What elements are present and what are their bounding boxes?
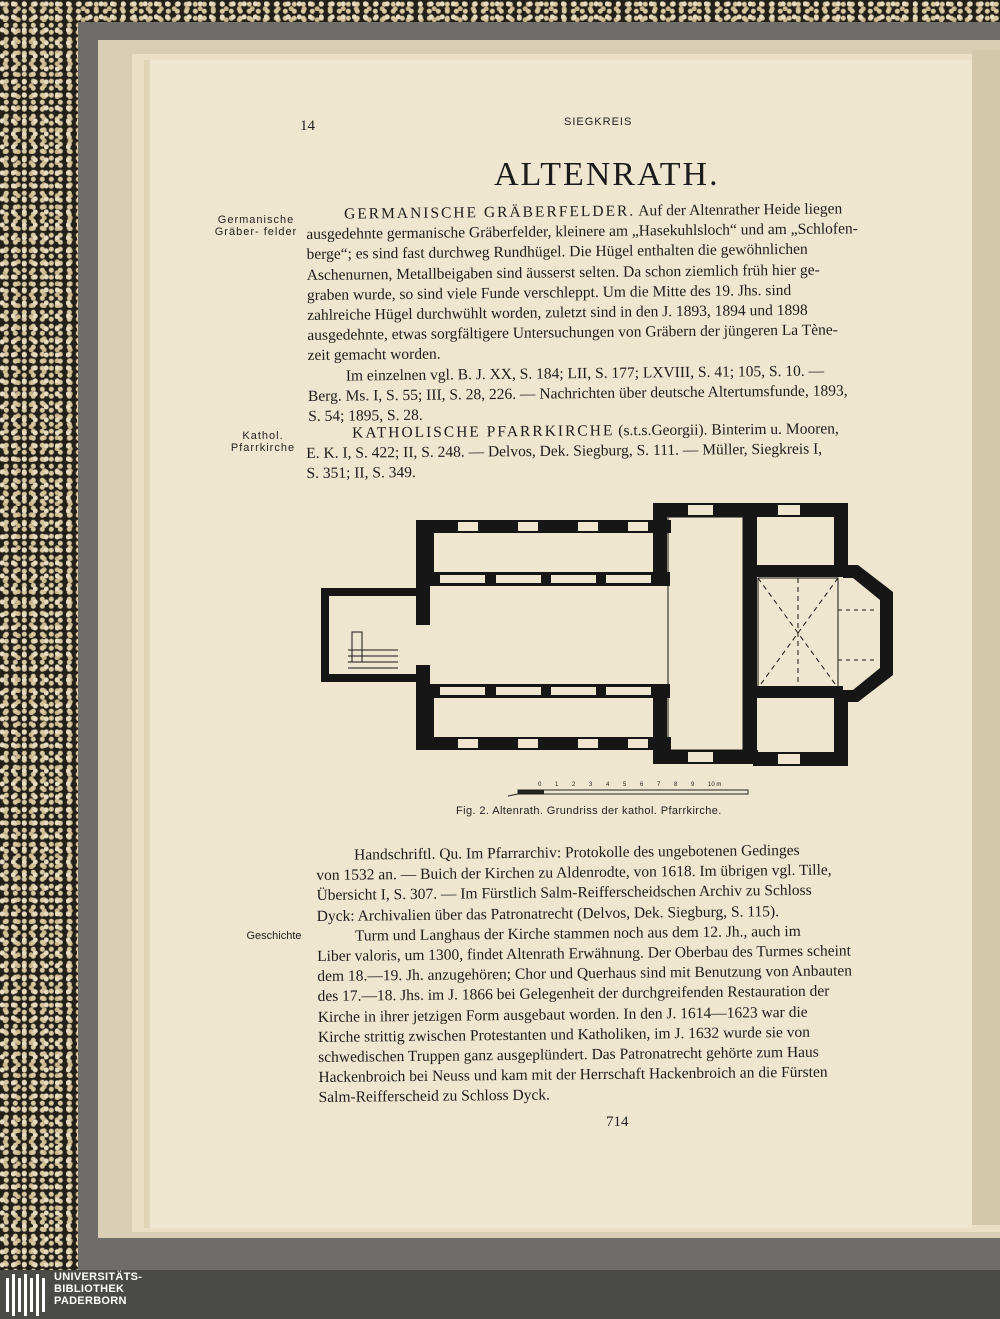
text-line: (s.t.s.Georgii). Binterim u. Mooren, <box>614 420 839 440</box>
text-line: des 17.—18. Jhs. im J. 1866 bei Gelegenheit der durchgreifenden Restauration der <box>317 983 830 1006</box>
margin-note-geschichte: Geschichte <box>246 930 302 942</box>
text-line: graben wurde, so sind viele Funde verschleppt. Um die Mitte des 19. Jhs. sind <box>306 281 792 304</box>
text-line: zahlreiche Hügel durchwühlt worden, zuletzt sind in den J. 1893, 1894 und 1898 <box>307 301 808 325</box>
logo-line: UNIVERSITÄTS- <box>54 1271 143 1283</box>
text-line: Liber valoris, um 1300, findet Altenrath Erwähnung. Der Oberbau des Turmes scheint <box>317 942 851 966</box>
scale-label: 1 <box>555 782 559 788</box>
text-line: Dyck: Archivalien über das Patronatrecht (Delvos, Dek. Siegburg, S. 115). <box>316 902 780 925</box>
text-line: Salm-Reifferscheid zu Schloss Dyck. <box>318 1087 551 1107</box>
text-line: Hackenbroich bei Neuss und kam mit der Herrschaft Hackenbroich an die Fürsten <box>318 1063 828 1087</box>
scale-label: 0 <box>538 782 542 788</box>
scale-bar <box>508 776 768 802</box>
text-line: ausgedehnte germanische Gräberfelder, kleinere am „Hasekuhlsloch“ und am „Schlofen- <box>306 220 858 244</box>
sacristy-wall <box>753 503 848 517</box>
figure-caption: Fig. 2. Altenrath. Grundriss der kathol. Pfarrkirche. <box>456 805 722 817</box>
text-line: Handschriftl. Qu. Im Pfarrarchiv: Protokolle des ungebotenen Gedinges <box>354 841 800 864</box>
text-line: S. 351; II, S. 349. <box>306 464 416 483</box>
text-line: Übersicht I, S. 307. — Im Fürstlich Salm-Reifferscheidschen Archiv zu Schloss <box>316 882 812 905</box>
sacristy-wall <box>834 503 848 575</box>
margin-note-pfarrkirche: Kathol. Pfarrkirche <box>230 430 296 454</box>
sacristy-wall <box>753 565 843 577</box>
text-line: E. K. I, S. 422; II, S. 248. — Delvos, Dek. Siegburg, S. 111. — Müller, Siegkreis I, <box>306 440 823 463</box>
text-line: ausgedehnte, etwas sorgfältigere Untersuchungen von Gräbern der jüngeren La Tène- <box>307 321 838 345</box>
margin-note-graeberfelder: Germanische Gräber- felder <box>214 214 298 238</box>
scale-label: 7 <box>657 782 661 788</box>
logo-line: PADERBORN <box>54 1295 127 1307</box>
literature-line: Im einzelnen vgl. B. J. XX, S. 184; LII, S. 177; LXVIII, S. 41; 105, S. 10. — <box>345 362 825 385</box>
text-line: Kirche strittig zwischen Protestanten und Katholiken, im J. 1632 wurde sie von <box>317 1023 811 1046</box>
scale-label: 6 <box>640 782 644 788</box>
library-logo-text <box>54 1271 142 1307</box>
section-heading-graeberfelder: GERMANISCHE GRÄBERFELDER. <box>344 202 636 223</box>
scale-label: 4 <box>606 782 610 788</box>
scale-label: 5 <box>623 782 627 788</box>
page-edge <box>972 50 1000 1225</box>
section-pfarrkirche <box>306 419 907 485</box>
page-title: ALTENRATH. <box>494 156 720 193</box>
floor-plan-figure <box>318 500 898 800</box>
page-number: 14 <box>300 118 315 134</box>
running-head: SIEGKREIS <box>564 116 633 128</box>
section-geschichte <box>316 840 917 1109</box>
scale-label: 9 <box>691 782 695 788</box>
section-graeberfelder <box>306 199 908 428</box>
text-line: schwedischen Truppen ganz ausgeplündert. Das Patronatrecht gehörte zum Haus <box>318 1043 819 1067</box>
scale-label: 3 <box>589 782 593 788</box>
transept-wall <box>653 696 667 764</box>
apse-wall <box>843 565 893 702</box>
tower-wall <box>321 588 329 682</box>
annex-wall <box>753 752 848 766</box>
tower-wall <box>321 588 421 596</box>
text-line: Aschenurnen, Metallbeigaben sind äusserst selten. Da schon ziemlich früh hier ge- <box>306 261 820 284</box>
viewer-footer <box>0 1270 1000 1319</box>
text-line: Auf der Altenrather Heide liegen <box>635 200 843 220</box>
transept-wall <box>653 503 667 573</box>
text-line: zeit gemacht worden. <box>307 346 441 365</box>
text-line: berge“; es sind fast durchweg Rundhügel. Die Hügel enthalten die gewöhnlichen <box>306 241 808 264</box>
crossing-wall <box>743 503 757 764</box>
text-line: Turm und Langhaus der Kirche stammen noch aus dem 12. Jh., auch im <box>354 922 801 945</box>
section-heading-pfarrkirche: KATHOLISCHE PFARRKIRCHE <box>352 422 615 442</box>
library-logo-icon <box>6 1274 50 1316</box>
scale-label: 2 <box>572 782 576 788</box>
text-line: Kirche in ihrer jetzigen Form ausgebaut worden. In den J. 1614—1623 war die <box>317 1003 808 1026</box>
literature-line: S. 54; 1895, S. 28. <box>308 406 423 426</box>
text-line: dem 18.—19. Jh. anzugehören; Chor und Querhaus sind mit Benutzung von Anbauten <box>317 962 853 986</box>
scale-label: 10 m <box>708 782 722 788</box>
tower-wall <box>321 674 421 682</box>
folio-number: 714 <box>606 1114 629 1130</box>
literature-line: Berg. Ms. I, S. 55; III, S. 28, 226. — Nachrichten über deutsche Altertumsfunde, 1893, <box>307 382 848 405</box>
scale-label: 8 <box>674 782 678 788</box>
text-line: von 1532 an. — Buich der Kirchen zu Aldenrodte, von 1618. Im übrigen vgl. Tille, <box>316 861 832 885</box>
logo-line: BIBLIOTHEK <box>54 1283 125 1295</box>
